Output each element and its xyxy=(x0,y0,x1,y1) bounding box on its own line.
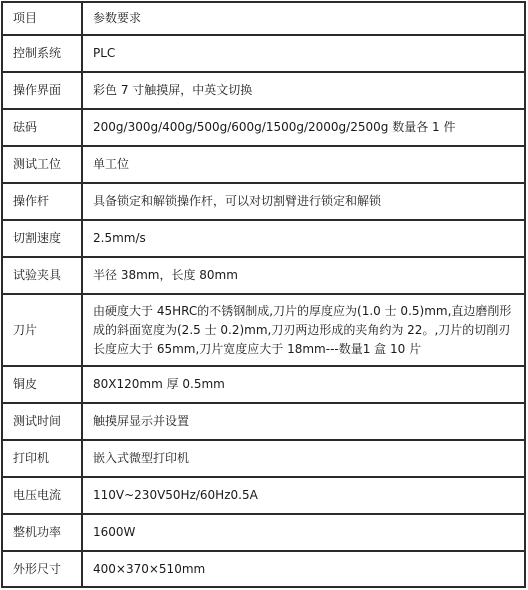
table-row xyxy=(2,514,525,551)
table-row xyxy=(2,109,525,146)
table-row xyxy=(2,220,525,257)
row-value: 110V~230V50Hz/60Hz0.5A xyxy=(82,477,525,514)
table-row xyxy=(2,35,525,72)
table-row xyxy=(2,146,525,183)
table-row xyxy=(2,294,525,366)
table-row xyxy=(2,440,525,477)
row-value: 80X120mm 厚 0.5mm xyxy=(82,366,525,403)
table-row xyxy=(2,366,525,403)
row-value: 具备锁定和解锁操作杆，可以对切割臂进行锁定和解锁 xyxy=(82,183,525,220)
row-value: 单工位 xyxy=(82,146,525,183)
row-value: 2.5mm/s xyxy=(82,220,525,257)
spec-table xyxy=(1,1,526,588)
table-row xyxy=(2,403,525,440)
header-label: 项目 xyxy=(2,2,82,35)
table-row xyxy=(2,72,525,109)
row-value: 半径 38mm，长度 80mm xyxy=(82,257,525,294)
row-value: 嵌入式微型打印机 xyxy=(82,440,525,477)
row-label: 操作杆 xyxy=(2,183,82,220)
row-label: 刀片 xyxy=(2,294,82,366)
row-label: 测试时间 xyxy=(2,403,82,440)
table-row xyxy=(2,257,525,294)
table-header-row xyxy=(2,2,525,35)
row-label: 操作界面 xyxy=(2,72,82,109)
row-label: 铜皮 xyxy=(2,366,82,403)
row-label: 砝码 xyxy=(2,109,82,146)
row-label: 测试工位 xyxy=(2,146,82,183)
table-row xyxy=(2,551,525,587)
header-value: 参数要求 xyxy=(82,2,525,35)
row-value: PLC xyxy=(82,35,525,72)
row-value: 彩色 7 寸触摸屏，中英文切换 xyxy=(82,72,525,109)
row-value: 200g/300g/400g/500g/600g/1500g/2000g/2500g 数量各 1 件 xyxy=(82,109,525,146)
row-label: 试验夹具 xyxy=(2,257,82,294)
table-row xyxy=(2,477,525,514)
row-value: 400×370×510mm xyxy=(82,551,525,587)
row-label: 整机功率 xyxy=(2,514,82,551)
row-label: 打印机 xyxy=(2,440,82,477)
row-label: 电压电流 xyxy=(2,477,82,514)
row-label: 切割速度 xyxy=(2,220,82,257)
row-label: 外形尺寸 xyxy=(2,551,82,587)
row-label: 控制系统 xyxy=(2,35,82,72)
row-value: 1600W xyxy=(82,514,525,551)
row-value: 触摸屏显示并设置 xyxy=(82,403,525,440)
table-row xyxy=(2,183,525,220)
row-value: 由硬度大于 45HRC的不锈钢制成,刀片的厚度应为(1.0 士 0.5)mm,直边磨削形成的斜面宽度为(2.5 士 0.2)mm,刀刃两边形成的夹角约为 22。,刀片的切削刃长度应大于 65mm,刀片宽度应大于 18mm---数量1 盒 10 片 xyxy=(82,294,525,366)
